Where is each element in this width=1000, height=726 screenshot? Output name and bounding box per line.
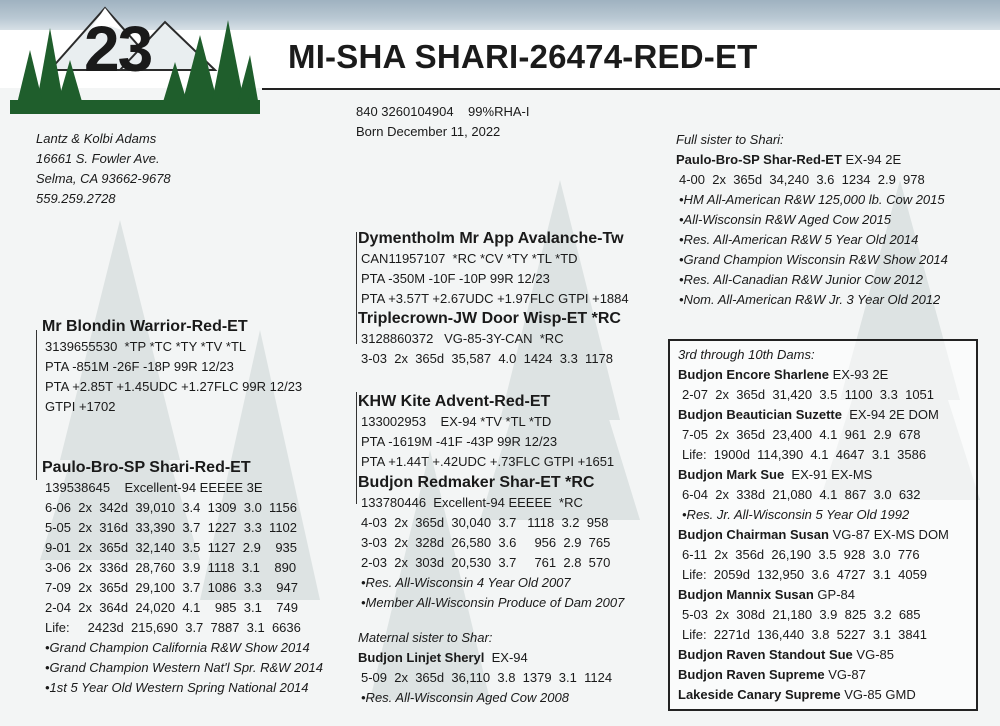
full-sister-honor: •Res. All-American R&W 5 Year Old 2014 xyxy=(679,232,919,247)
sire-dam-name: Triplecrown-JW Door Wisp-ET *RC xyxy=(358,310,621,327)
dam-dam-name: Budjon Redmaker Shar-ET *RC xyxy=(358,474,595,491)
dam-sire-line: PTA -1619M -41F -43P 99R 12/23 xyxy=(361,434,558,449)
dam-entry-record: 5-03 2x 308d 21,180 3.9 825 3.2 685 xyxy=(682,607,921,622)
reg-line: 840 3260104904 99%RHA-I xyxy=(356,104,530,119)
dam-name: Paulo-Bro-SP Shari-Red-ET xyxy=(42,459,251,476)
maternal-sister-class: EX-94 xyxy=(491,650,528,665)
lot-number: 23 xyxy=(84,13,152,85)
sire-dam-line: 3-03 2x 365d 35,587 4.0 1424 3.3 1178 xyxy=(361,351,614,366)
sire-dam-line: 3128860372 VG-85-3Y-CAN *RC xyxy=(361,331,564,346)
full-sister-honor: •Grand Champion Wisconsin R&W Show 2014 xyxy=(679,252,948,267)
dam-honor: •Grand Champion Western Nat'l Spr. R&W 2014 xyxy=(45,660,323,675)
dams-list xyxy=(678,345,949,705)
sire-dam-block xyxy=(358,308,621,369)
owner-line: Lantz & Kolbi Adams xyxy=(36,131,157,146)
dam-dam-honor: •Res. All-Wisconsin 4 Year Old 2007 xyxy=(361,575,571,590)
sire-sire-block xyxy=(358,228,629,309)
dam-entry-class: GP-84 xyxy=(817,587,855,602)
dam-dam-line: 133780446 Excellent-94 EEEEE *RC xyxy=(361,495,583,510)
dam-lifetime: Life: 2423d 215,690 3.7 7887 3.1 6636 xyxy=(45,620,301,635)
dam-dam-record: 2-03 2x 303d 20,530 3.7 761 2.8 570 xyxy=(361,555,611,570)
dam-record: 3-06 2x 336d 28,760 3.9 1118 3.1 890 xyxy=(45,560,297,575)
pedigree-line xyxy=(356,392,357,504)
dam-entry-class: VG-85 GMD xyxy=(844,687,916,702)
dam-entry-name: Budjon Raven Supreme xyxy=(678,667,825,682)
full-sister-honor: •Res. All-Canadian R&W Junior Cow 2012 xyxy=(679,272,923,287)
dam-sire-name: KHW Kite Advent-Red-ET xyxy=(358,393,551,410)
full-sister-honor: •Nom. All-American R&W Jr. 3 Year Old 2012 xyxy=(679,292,941,307)
maternal-sister-name: Budjon Linjet Sheryl xyxy=(358,650,485,665)
dam-entry-name: Budjon Raven Standout Sue xyxy=(678,647,853,662)
reg-line: Born December 11, 2022 xyxy=(356,124,501,139)
dam-entry-name: Budjon Mark Sue xyxy=(678,467,785,482)
dam-entry-class: VG-87 xyxy=(828,667,866,682)
dam-entry-honor: •Res. Jr. All-Wisconsin 5 Year Old 1992 xyxy=(682,507,910,522)
dam-entry-class: EX-91 EX-MS xyxy=(791,467,873,482)
dam-entry-class: VG-87 EX-MS DOM xyxy=(832,527,949,542)
full-sister-name: Paulo-Bro-SP Shar-Red-ET xyxy=(676,152,842,167)
full-sister-honor: •HM All-American R&W 125,000 lb. Cow 2015 xyxy=(679,192,945,207)
full-sister-honor: •All-Wisconsin R&W Aged Cow 2015 xyxy=(679,212,892,227)
dam-entry-record: 7-05 2x 365d 23,400 4.1 961 2.9 678 xyxy=(682,427,921,442)
registration-info xyxy=(356,102,529,142)
sire-line: PTA +2.85T +1.45UDC +1.27FLC 99R 12/23 xyxy=(45,379,303,394)
pedigree-line xyxy=(36,330,37,480)
dam-entry-lifetime: Life: 2059d 132,950 3.6 4727 3.1 4059 xyxy=(682,567,928,582)
dam-entry-name: Lakeside Canary Supreme xyxy=(678,687,841,702)
dam-record: 7-09 2x 365d 29,100 3.7 1086 3.3 947 xyxy=(45,580,298,595)
maternal-sister-block xyxy=(358,628,612,708)
dam-entry-lifetime: Life: 1900d 114,390 4.1 4647 3.1 3586 xyxy=(682,447,927,462)
dam-entry-class: EX-93 2E xyxy=(832,367,889,382)
dam-honor: •Grand Champion California R&W Show 2014 xyxy=(45,640,310,655)
sire-line: GTPI +1702 xyxy=(45,399,116,414)
sire-sire-line: CAN11957107 *RC *CV *TY *TL *TD xyxy=(361,251,578,266)
full-sister-block xyxy=(676,130,948,310)
maternal-sister-record: 5-09 2x 365d 36,110 3.8 1379 3.1 1124 xyxy=(361,670,613,685)
dam-dam-record: 3-03 2x 328d 26,580 3.6 956 2.9 765 xyxy=(361,535,611,550)
dam-honor: •1st 5 Year Old Western Spring National 2014 xyxy=(45,680,309,695)
page-title: MI-SHA SHARI-26474-RED-ET xyxy=(288,38,758,75)
dam-line: 139538645 Excellent-94 EEEEE 3E xyxy=(45,480,263,495)
owner-line: 16661 S. Fowler Ave. xyxy=(36,151,160,166)
sire-sire-line: PTA -350M -10F -10P 99R 12/23 xyxy=(361,271,550,286)
sire-sire-name: Dymentholm Mr App Avalanche-Tw xyxy=(358,230,624,247)
full-sister-class: EX-94 2E xyxy=(845,152,902,167)
dam-entry-record: 6-04 2x 338d 21,080 4.1 867 3.0 632 xyxy=(682,487,921,502)
sire-sire-line: PTA +3.57T +2.67UDC +1.97FLC GTPI +1884 xyxy=(361,291,629,306)
dam-sire-line: PTA +1.44T +.42UDC +.73FLC GTPI +1651 xyxy=(361,454,615,469)
full-sister-heading: Full sister to Shari: xyxy=(676,132,784,147)
dam-dam-honor: •Member All-Wisconsin Produce of Dam 2007 xyxy=(361,595,625,610)
owner-info xyxy=(36,129,171,209)
dam-entry-record: 6-11 2x 356d 26,190 3.5 928 3.0 776 xyxy=(682,547,920,562)
owner-line: Selma, CA 93662-9678 xyxy=(36,171,171,186)
dam-dam-block xyxy=(358,472,624,613)
dam-entry-name: Budjon Chairman Susan xyxy=(678,527,829,542)
dams-heading: 3rd through 10th Dams: xyxy=(678,347,815,362)
dam-dam-record: 4-03 2x 365d 30,040 3.7 1118 3.2 958 xyxy=(361,515,609,530)
pedigree-line xyxy=(356,232,357,344)
dam-entry-name: Budjon Encore Sharlene xyxy=(678,367,829,382)
maternal-sister-heading: Maternal sister to Shar: xyxy=(358,630,493,645)
dam-entry-name: Budjon Mannix Susan xyxy=(678,587,814,602)
dam-sire-block xyxy=(358,391,614,472)
maternal-sister-honor: •Res. All-Wisconsin Aged Cow 2008 xyxy=(361,690,569,705)
sire-line: 3139655530 *TP *TC *TY *TV *TL xyxy=(45,339,247,354)
dam-sire-line: 133002953 EX-94 *TV *TL *TD xyxy=(361,414,552,429)
owner-line: 559.259.2728 xyxy=(36,191,116,206)
dam-entry-lifetime: Life: 2271d 136,440 3.8 5227 3.1 3841 xyxy=(682,627,928,642)
dam-block xyxy=(42,457,323,698)
dam-record: 9-01 2x 365d 32,140 3.5 1127 2.9 935 xyxy=(45,540,298,555)
header-rule xyxy=(262,88,1000,90)
dam-entry-class: VG-85 xyxy=(856,647,894,662)
full-sister-record: 4-00 2x 365d 34,240 3.6 1234 2.9 978 xyxy=(679,172,925,187)
sire-block xyxy=(42,316,302,417)
dam-record: 6-06 2x 342d 39,010 3.4 1309 3.0 1156 xyxy=(45,500,298,515)
dam-record: 2-04 2x 364d 24,020 4.1 985 3.1 749 xyxy=(45,600,298,615)
dam-entry-record: 2-07 2x 365d 31,420 3.5 1100 3.3 1051 xyxy=(682,387,935,402)
dam-entry-name: Budjon Beautician Suzette xyxy=(678,407,842,422)
dam-record: 5-05 2x 316d 33,390 3.7 1227 3.3 1102 xyxy=(45,520,298,535)
sire-name: Mr Blondin Warrior-Red-ET xyxy=(42,318,248,335)
sire-line: PTA -851M -26F -18P 99R 12/23 xyxy=(45,359,234,374)
dam-entry-class: EX-94 2E DOM xyxy=(849,407,939,422)
